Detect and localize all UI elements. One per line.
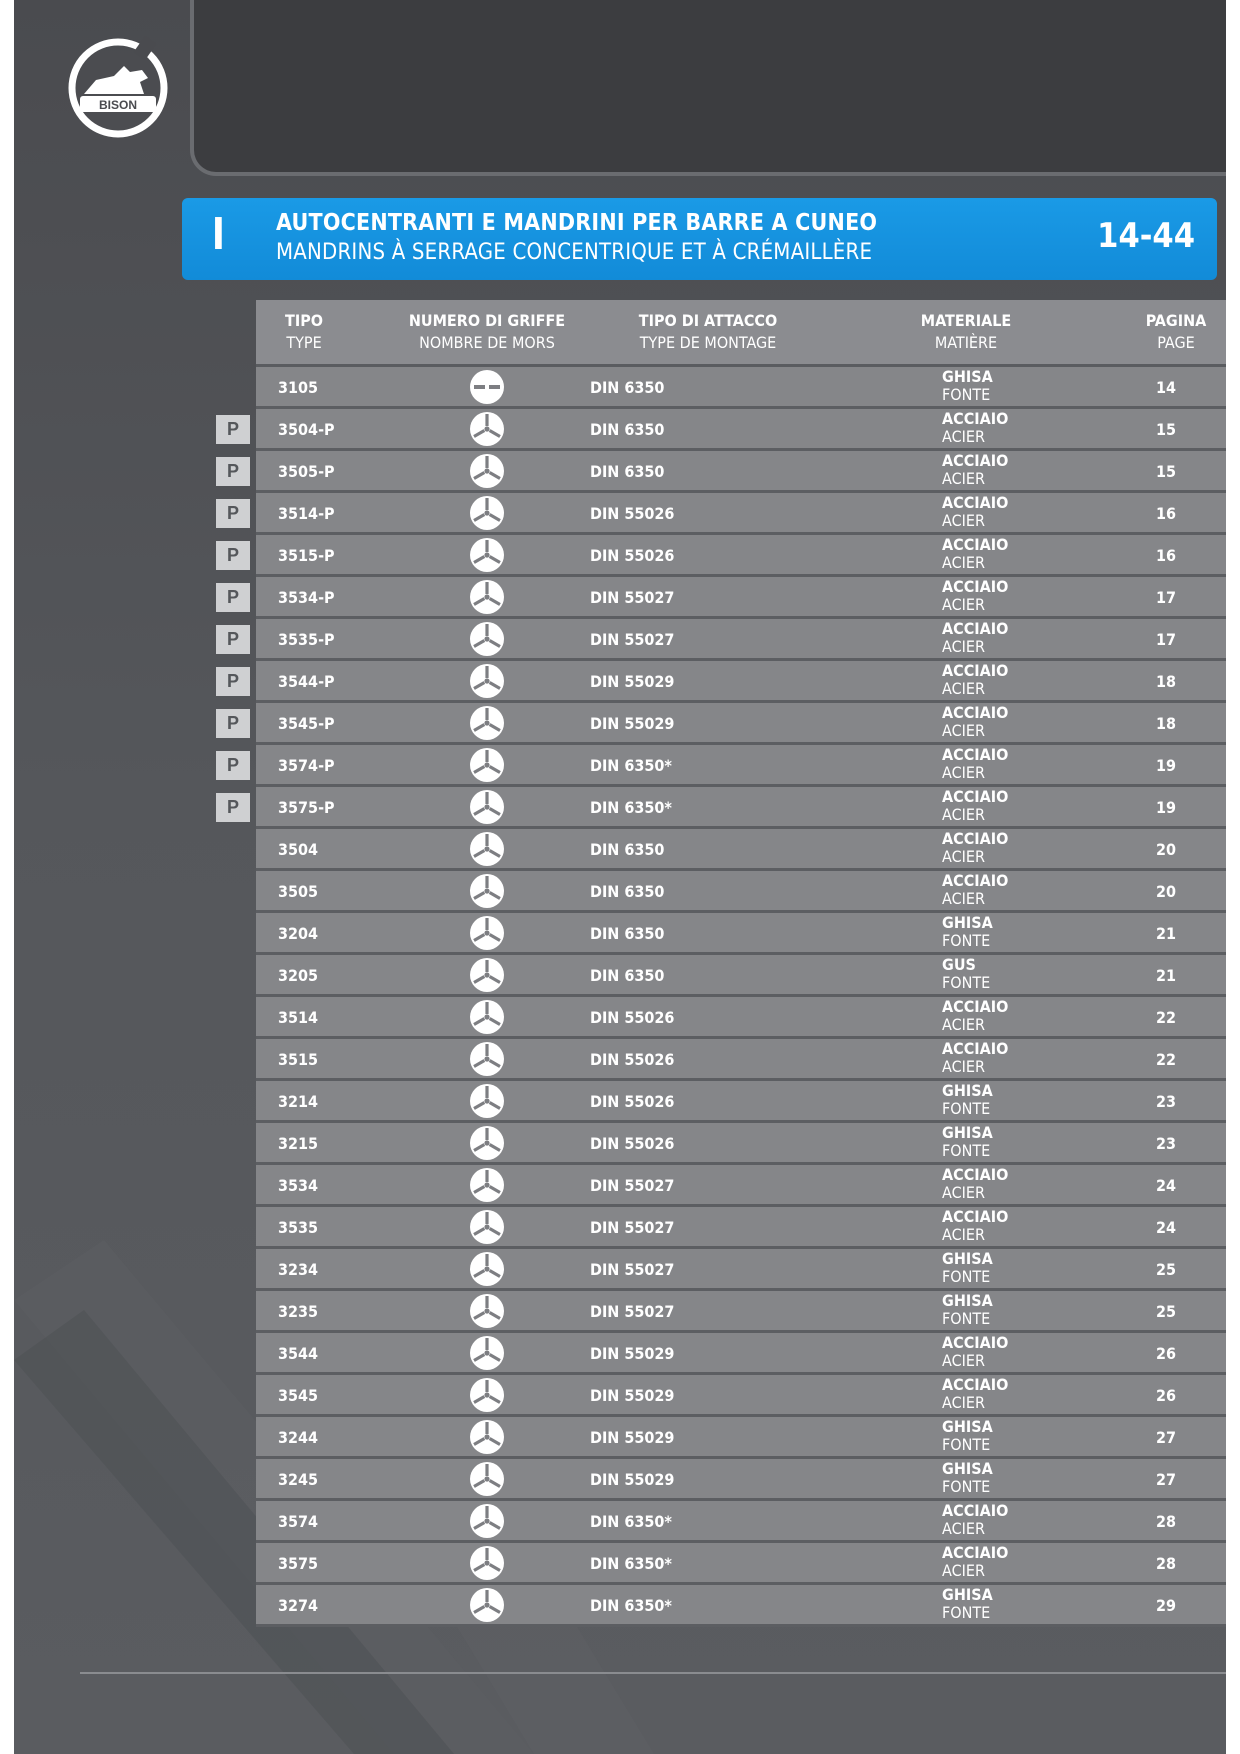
table-row bbox=[256, 1081, 1226, 1123]
material-it: GUS bbox=[942, 955, 976, 974]
table-body bbox=[256, 367, 1226, 1627]
3-jaw-icon bbox=[470, 1420, 504, 1454]
material bbox=[942, 578, 1008, 614]
page-number: 24 bbox=[1155, 1176, 1177, 1195]
mounting-type: DIN 6350* bbox=[590, 1554, 672, 1573]
3-jaw-icon bbox=[470, 1504, 504, 1538]
material-fr: FONTE bbox=[942, 1603, 991, 1622]
table-row bbox=[256, 1123, 1226, 1165]
3-jaw-icon bbox=[470, 580, 504, 614]
material-fr: ACIER bbox=[942, 1351, 985, 1370]
table-row bbox=[256, 1459, 1226, 1501]
material-fr: ACIER bbox=[942, 1561, 985, 1580]
material-it: ACCIAIO bbox=[942, 451, 1009, 470]
section-title-fr: MANDRINS À SERRAGE CONCENTRIQUE ET À CRÉMAILLÈRE bbox=[276, 240, 873, 265]
material bbox=[942, 1460, 993, 1496]
p-badge: P bbox=[216, 541, 250, 570]
material-it: ACCIAIO bbox=[942, 535, 1009, 554]
material bbox=[942, 1040, 1008, 1076]
material-it: ACCIAIO bbox=[942, 577, 1009, 596]
table-row bbox=[256, 1291, 1226, 1333]
material bbox=[942, 998, 1008, 1034]
mounting-type: DIN 55029 bbox=[590, 714, 675, 733]
table-row bbox=[256, 829, 1226, 871]
page-number: 16 bbox=[1155, 546, 1177, 565]
3-jaw-icon bbox=[470, 1294, 504, 1328]
table-row bbox=[256, 1207, 1226, 1249]
material bbox=[942, 1166, 1008, 1202]
page-number: 19 bbox=[1155, 756, 1177, 775]
table-row bbox=[256, 913, 1226, 955]
table-row bbox=[256, 1165, 1226, 1207]
product-type: 3574-P bbox=[278, 756, 335, 775]
3-jaw-icon bbox=[470, 1210, 504, 1244]
mounting-type: DIN 55026 bbox=[590, 546, 675, 565]
material bbox=[942, 914, 993, 950]
material bbox=[942, 1544, 1008, 1580]
material-it: ACCIAIO bbox=[942, 871, 1009, 890]
product-type: 3214 bbox=[278, 1092, 319, 1111]
material bbox=[942, 620, 1008, 656]
page-number: 17 bbox=[1155, 630, 1177, 649]
mounting-type: DIN 55029 bbox=[590, 672, 675, 691]
product-type: 3575-P bbox=[278, 798, 335, 817]
mounting-type: DIN 55029 bbox=[590, 1344, 675, 1363]
page-number: 17 bbox=[1155, 588, 1177, 607]
p-badge: P bbox=[216, 793, 250, 822]
material bbox=[942, 1292, 993, 1328]
catalog-page bbox=[14, 0, 1226, 1754]
material-fr: FONTE bbox=[942, 385, 991, 404]
material bbox=[942, 1586, 993, 1622]
p-badge: P bbox=[216, 457, 250, 486]
product-type: 3215 bbox=[278, 1134, 319, 1153]
p-badge: P bbox=[216, 625, 250, 654]
product-type: 3515 bbox=[278, 1050, 319, 1069]
mounting-type: DIN 6350* bbox=[590, 1596, 672, 1615]
material bbox=[942, 1208, 1008, 1244]
p-badge: P bbox=[216, 667, 250, 696]
material-fr: ACIER bbox=[942, 427, 985, 446]
3-jaw-icon bbox=[470, 622, 504, 656]
column-header-type: TIPO TYPE bbox=[285, 311, 323, 352]
product-type: 3535-P bbox=[278, 630, 335, 649]
p-badge: P bbox=[216, 415, 250, 444]
material-it: ACCIAIO bbox=[942, 1333, 1009, 1352]
material-it: GHISA bbox=[942, 1081, 993, 1100]
mounting-type: DIN 55027 bbox=[590, 588, 675, 607]
mounting-type: DIN 6350* bbox=[590, 1512, 672, 1531]
table-row bbox=[256, 745, 1226, 787]
material-it: GHISA bbox=[942, 1123, 993, 1142]
page-number: 16 bbox=[1155, 504, 1177, 523]
mounting-type: DIN 55029 bbox=[590, 1386, 675, 1405]
page-number: 18 bbox=[1155, 672, 1177, 691]
material bbox=[942, 1124, 993, 1160]
material-fr: ACIER bbox=[942, 805, 985, 824]
3-jaw-icon bbox=[470, 748, 504, 782]
p-badge: P bbox=[216, 709, 250, 738]
table-row bbox=[256, 1375, 1226, 1417]
product-type: 3235 bbox=[278, 1302, 319, 1321]
material bbox=[942, 704, 1008, 740]
table-row bbox=[256, 1039, 1226, 1081]
material bbox=[942, 410, 1008, 446]
material-it: GHISA bbox=[942, 1417, 993, 1436]
material-fr: ACIER bbox=[942, 679, 985, 698]
section-letter: I bbox=[212, 207, 225, 259]
mounting-type: DIN 55027 bbox=[590, 1218, 675, 1237]
material-it: GHISA bbox=[942, 1585, 993, 1604]
material bbox=[942, 662, 1008, 698]
material-it: ACCIAIO bbox=[942, 703, 1009, 722]
table-row bbox=[256, 997, 1226, 1039]
product-type: 3105 bbox=[278, 378, 319, 397]
mounting-type: DIN 55026 bbox=[590, 1008, 675, 1027]
table-row bbox=[256, 451, 1226, 493]
table-row bbox=[256, 955, 1226, 997]
3-jaw-icon bbox=[470, 1546, 504, 1580]
footer-divider bbox=[80, 1672, 1226, 1674]
3-jaw-icon bbox=[470, 916, 504, 950]
table-row bbox=[256, 787, 1226, 829]
material bbox=[942, 746, 1008, 782]
material-it: ACCIAIO bbox=[942, 409, 1009, 428]
product-type: 3545-P bbox=[278, 714, 335, 733]
page-number: 20 bbox=[1155, 840, 1177, 859]
mounting-type: DIN 6350 bbox=[590, 462, 665, 481]
material bbox=[942, 536, 1008, 572]
column-header-mount: TIPO DI ATTACCO TYPE DE MONTAGE bbox=[638, 311, 778, 352]
product-type: 3245 bbox=[278, 1470, 319, 1489]
3-jaw-icon bbox=[470, 1378, 504, 1412]
page-number: 15 bbox=[1155, 462, 1177, 481]
product-type: 3574 bbox=[278, 1512, 319, 1531]
material-it: ACCIAIO bbox=[942, 493, 1009, 512]
mounting-type: DIN 6350 bbox=[590, 882, 665, 901]
material-fr: FONTE bbox=[942, 1099, 991, 1118]
table-row bbox=[256, 367, 1226, 409]
material-it: ACCIAIO bbox=[942, 661, 1009, 680]
material-it: GHISA bbox=[942, 1291, 993, 1310]
page-number: 25 bbox=[1155, 1260, 1177, 1279]
page-number: 22 bbox=[1155, 1050, 1177, 1069]
top-panel bbox=[194, 0, 1226, 172]
3-jaw-icon bbox=[470, 874, 504, 908]
mounting-type: DIN 6350 bbox=[590, 840, 665, 859]
material bbox=[942, 1376, 1008, 1412]
table-row bbox=[256, 1249, 1226, 1291]
p-badge: P bbox=[216, 499, 250, 528]
material bbox=[942, 1502, 1008, 1538]
material-fr: ACIER bbox=[942, 847, 985, 866]
3-jaw-icon bbox=[470, 496, 504, 530]
material-fr: ACIER bbox=[942, 469, 985, 488]
table-row bbox=[256, 1585, 1226, 1627]
column-header-jaws: NUMERO DI GRIFFE NOMBRE DE MORS bbox=[408, 311, 566, 352]
mounting-type: DIN 6350 bbox=[590, 924, 665, 943]
material-fr: ACIER bbox=[942, 595, 985, 614]
3-jaw-icon bbox=[470, 790, 504, 824]
material-fr: FONTE bbox=[942, 1267, 991, 1286]
page-number: 20 bbox=[1155, 882, 1177, 901]
product-type: 3504 bbox=[278, 840, 319, 859]
material-it: ACCIAIO bbox=[942, 745, 1009, 764]
page-number: 28 bbox=[1155, 1554, 1177, 1573]
material-fr: FONTE bbox=[942, 931, 991, 950]
mounting-type: DIN 6350* bbox=[590, 756, 672, 775]
section-page-range: 14-44 bbox=[1097, 216, 1195, 256]
mounting-type: DIN 6350* bbox=[590, 798, 672, 817]
material-it: ACCIAIO bbox=[942, 1543, 1009, 1562]
product-type: 3504-P bbox=[278, 420, 335, 439]
product-type: 3234 bbox=[278, 1260, 319, 1279]
page-number: 23 bbox=[1155, 1092, 1177, 1111]
3-jaw-icon bbox=[470, 706, 504, 740]
page-number: 21 bbox=[1155, 924, 1177, 943]
product-type: 3244 bbox=[278, 1428, 319, 1447]
table-row bbox=[256, 493, 1226, 535]
material bbox=[942, 368, 993, 404]
mounting-type: DIN 55026 bbox=[590, 504, 675, 523]
material-fr: ACIER bbox=[942, 1057, 985, 1076]
product-type: 3514 bbox=[278, 1008, 319, 1027]
product-table bbox=[256, 300, 1226, 1627]
page-number: 26 bbox=[1155, 1386, 1177, 1405]
page-number: 19 bbox=[1155, 798, 1177, 817]
mounting-type: DIN 6350 bbox=[590, 966, 665, 985]
mounting-type: DIN 55027 bbox=[590, 1176, 675, 1195]
material bbox=[942, 788, 1008, 824]
material-fr: FONTE bbox=[942, 1477, 991, 1496]
material-fr: FONTE bbox=[942, 1435, 991, 1454]
3-jaw-icon bbox=[470, 832, 504, 866]
material-it: ACCIAIO bbox=[942, 787, 1009, 806]
3-jaw-icon bbox=[470, 664, 504, 698]
material-it: ACCIAIO bbox=[942, 997, 1009, 1016]
p-badge: P bbox=[216, 751, 250, 780]
page-number: 22 bbox=[1155, 1008, 1177, 1027]
mounting-type: DIN 55027 bbox=[590, 1302, 675, 1321]
page-number: 24 bbox=[1155, 1218, 1177, 1237]
mounting-type: DIN 55026 bbox=[590, 1134, 675, 1153]
3-jaw-icon bbox=[470, 1084, 504, 1118]
2-jaw-icon bbox=[470, 370, 504, 404]
mounting-type: DIN 55029 bbox=[590, 1428, 675, 1447]
product-type: 3534-P bbox=[278, 588, 335, 607]
p-badge: P bbox=[216, 583, 250, 612]
table-row bbox=[256, 619, 1226, 661]
material-it: GHISA bbox=[942, 1459, 993, 1478]
table-row bbox=[256, 661, 1226, 703]
material-it: ACCIAIO bbox=[942, 1039, 1009, 1058]
product-type: 3535 bbox=[278, 1218, 319, 1237]
material-fr: ACIER bbox=[942, 1225, 985, 1244]
product-type: 3505 bbox=[278, 882, 319, 901]
page-number: 21 bbox=[1155, 966, 1177, 985]
product-type: 3534 bbox=[278, 1176, 319, 1195]
product-type: 3545 bbox=[278, 1386, 319, 1405]
product-type: 3514-P bbox=[278, 504, 335, 523]
product-type: 3544-P bbox=[278, 672, 335, 691]
page-number: 25 bbox=[1155, 1302, 1177, 1321]
page-number: 26 bbox=[1155, 1344, 1177, 1363]
table-row bbox=[256, 1543, 1226, 1585]
material-it: ACCIAIO bbox=[942, 619, 1009, 638]
material bbox=[942, 452, 1008, 488]
material-it: GHISA bbox=[942, 367, 993, 386]
bison-logo bbox=[66, 36, 170, 140]
material-it: ACCIAIO bbox=[942, 829, 1009, 848]
product-type: 3204 bbox=[278, 924, 319, 943]
column-header-material: MATERIALE MATIÈRE bbox=[920, 311, 1012, 352]
table-row bbox=[256, 409, 1226, 451]
material-fr: FONTE bbox=[942, 973, 991, 992]
material bbox=[942, 1250, 993, 1286]
mounting-type: DIN 6350 bbox=[590, 420, 665, 439]
3-jaw-icon bbox=[470, 454, 504, 488]
product-type: 3205 bbox=[278, 966, 319, 985]
material-it: GHISA bbox=[942, 1249, 993, 1268]
material bbox=[942, 872, 1008, 908]
page-number: 27 bbox=[1155, 1428, 1177, 1447]
table-row bbox=[256, 1333, 1226, 1375]
mounting-type: DIN 6350 bbox=[590, 378, 665, 397]
section-title-it: AUTOCENTRANTI E MANDRINI PER BARRE A CUNEO bbox=[276, 210, 878, 236]
mounting-type: DIN 55026 bbox=[590, 1050, 675, 1069]
page-number: 28 bbox=[1155, 1512, 1177, 1531]
material-it: ACCIAIO bbox=[942, 1165, 1009, 1184]
table-row bbox=[256, 577, 1226, 619]
3-jaw-icon bbox=[470, 412, 504, 446]
3-jaw-icon bbox=[470, 1462, 504, 1496]
page-number: 29 bbox=[1155, 1596, 1177, 1615]
table-row bbox=[256, 703, 1226, 745]
product-type: 3505-P bbox=[278, 462, 335, 481]
table-row bbox=[256, 1501, 1226, 1543]
3-jaw-icon bbox=[470, 1126, 504, 1160]
material-fr: ACIER bbox=[942, 721, 985, 740]
3-jaw-icon bbox=[470, 538, 504, 572]
3-jaw-icon bbox=[470, 958, 504, 992]
material-fr: ACIER bbox=[942, 1519, 985, 1538]
material bbox=[942, 1418, 993, 1454]
page-number: 15 bbox=[1155, 420, 1177, 439]
page-number: 18 bbox=[1155, 714, 1177, 733]
column-header-page: PAGINA PAGE bbox=[1145, 311, 1207, 352]
section-header bbox=[182, 198, 1217, 280]
material-it: ACCIAIO bbox=[942, 1207, 1009, 1226]
material-fr: ACIER bbox=[942, 1015, 985, 1034]
material-it: ACCIAIO bbox=[942, 1375, 1009, 1394]
table-row bbox=[256, 871, 1226, 913]
table-row bbox=[256, 1417, 1226, 1459]
material-fr: ACIER bbox=[942, 889, 985, 908]
mounting-type: DIN 55027 bbox=[590, 630, 675, 649]
mounting-type: DIN 55026 bbox=[590, 1092, 675, 1111]
mounting-type: DIN 55027 bbox=[590, 1260, 675, 1279]
material-fr: FONTE bbox=[942, 1309, 991, 1328]
page-number: 27 bbox=[1155, 1470, 1177, 1489]
product-type: 3274 bbox=[278, 1596, 319, 1615]
material-it: GHISA bbox=[942, 913, 993, 932]
table-header bbox=[256, 300, 1226, 367]
material-fr: FONTE bbox=[942, 1141, 991, 1160]
3-jaw-icon bbox=[470, 1042, 504, 1076]
product-type: 3544 bbox=[278, 1344, 319, 1363]
material bbox=[942, 494, 1008, 530]
material bbox=[942, 1082, 993, 1118]
material-fr: ACIER bbox=[942, 553, 985, 572]
material-fr: ACIER bbox=[942, 511, 985, 530]
material bbox=[942, 956, 990, 992]
page-number: 23 bbox=[1155, 1134, 1177, 1153]
page-number: 14 bbox=[1155, 378, 1177, 397]
3-jaw-icon bbox=[470, 1168, 504, 1202]
material-it: ACCIAIO bbox=[942, 1501, 1009, 1520]
material-fr: ACIER bbox=[942, 1183, 985, 1202]
table-row bbox=[256, 535, 1226, 577]
material bbox=[942, 830, 1008, 866]
3-jaw-icon bbox=[470, 1252, 504, 1286]
material-fr: ACIER bbox=[942, 763, 985, 782]
material-fr: ACIER bbox=[942, 1393, 985, 1412]
3-jaw-icon bbox=[470, 1588, 504, 1622]
product-type: 3575 bbox=[278, 1554, 319, 1573]
mounting-type: DIN 55029 bbox=[590, 1470, 675, 1489]
product-type: 3515-P bbox=[278, 546, 335, 565]
material-fr: ACIER bbox=[942, 637, 985, 656]
3-jaw-icon bbox=[470, 1000, 504, 1034]
material bbox=[942, 1334, 1008, 1370]
logo-text: BISON bbox=[98, 98, 138, 112]
3-jaw-icon bbox=[470, 1336, 504, 1370]
